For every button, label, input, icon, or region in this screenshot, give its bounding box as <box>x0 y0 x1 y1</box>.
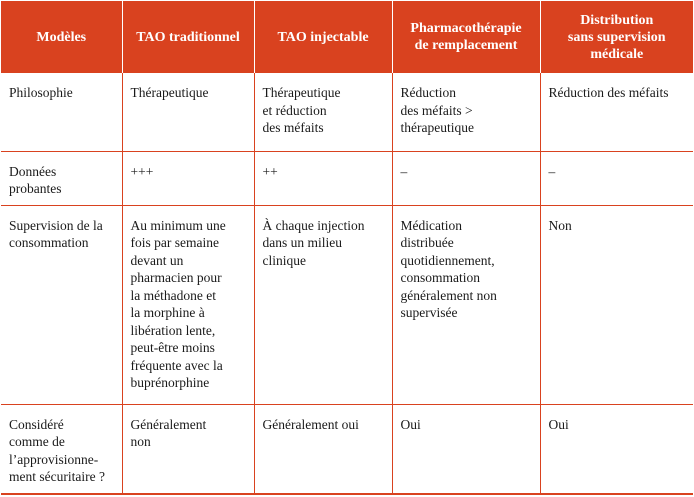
table-row-evidence <box>1 151 693 205</box>
header-row <box>1 1 693 73</box>
table-cell: Thérapeutique et réduction des méfaits <box>254 73 392 151</box>
row-label: Considéré comme de l’approvisionne- ment sécuritaire ? <box>9 416 105 484</box>
comparison-table-container <box>1 1 693 495</box>
row-label: Philosophie <box>1 73 122 151</box>
table-cell: Réduction des méfaits <box>540 73 693 151</box>
table-cell: Oui <box>540 404 693 494</box>
header-tao-traditional: TAO traditionnel <box>122 1 254 73</box>
table-row-safe-supply <box>1 404 693 494</box>
row-label: Supervision de la consommation <box>1 205 122 404</box>
row-label: Données probantes <box>1 151 122 205</box>
header-models: Modèles <box>1 1 122 73</box>
table-cell: Généralement oui <box>254 404 392 494</box>
table-cell: Oui <box>392 404 540 494</box>
table-cell: Au minimum une fois par semaine devant un pharmacien pour la méthadone et la morphine à libération lente, peut-être moins fréquente avec la buprénorphine <box>122 205 254 404</box>
table-cell: Médication distribuée quotidiennement, consommation généralement non supervisée <box>392 205 540 404</box>
table-cell: – <box>392 151 540 205</box>
table-cell: – <box>540 151 693 205</box>
table-cell: Réduction des méfaits > thérapeutique <box>392 73 540 151</box>
table-cell: Généralement non <box>122 404 254 494</box>
comparison-table <box>1 1 693 494</box>
table-cell: Thérapeutique <box>122 73 254 151</box>
table-cell: ++ <box>254 151 392 205</box>
table-cell: +++ <box>122 151 254 205</box>
table-cell: Non <box>540 205 693 404</box>
header-unsupervised-distribution: Distribution sans supervision médicale <box>540 1 693 73</box>
table-cell: À chaque injection dans un milieu clinique <box>254 205 392 404</box>
header-replacement-pharmacotherapy: Pharmacothérapie de remplacement <box>392 1 540 73</box>
header-tao-injectable: TAO injectable <box>254 1 392 73</box>
table-row-supervision <box>1 205 693 404</box>
table-row-philosophy <box>1 73 693 151</box>
